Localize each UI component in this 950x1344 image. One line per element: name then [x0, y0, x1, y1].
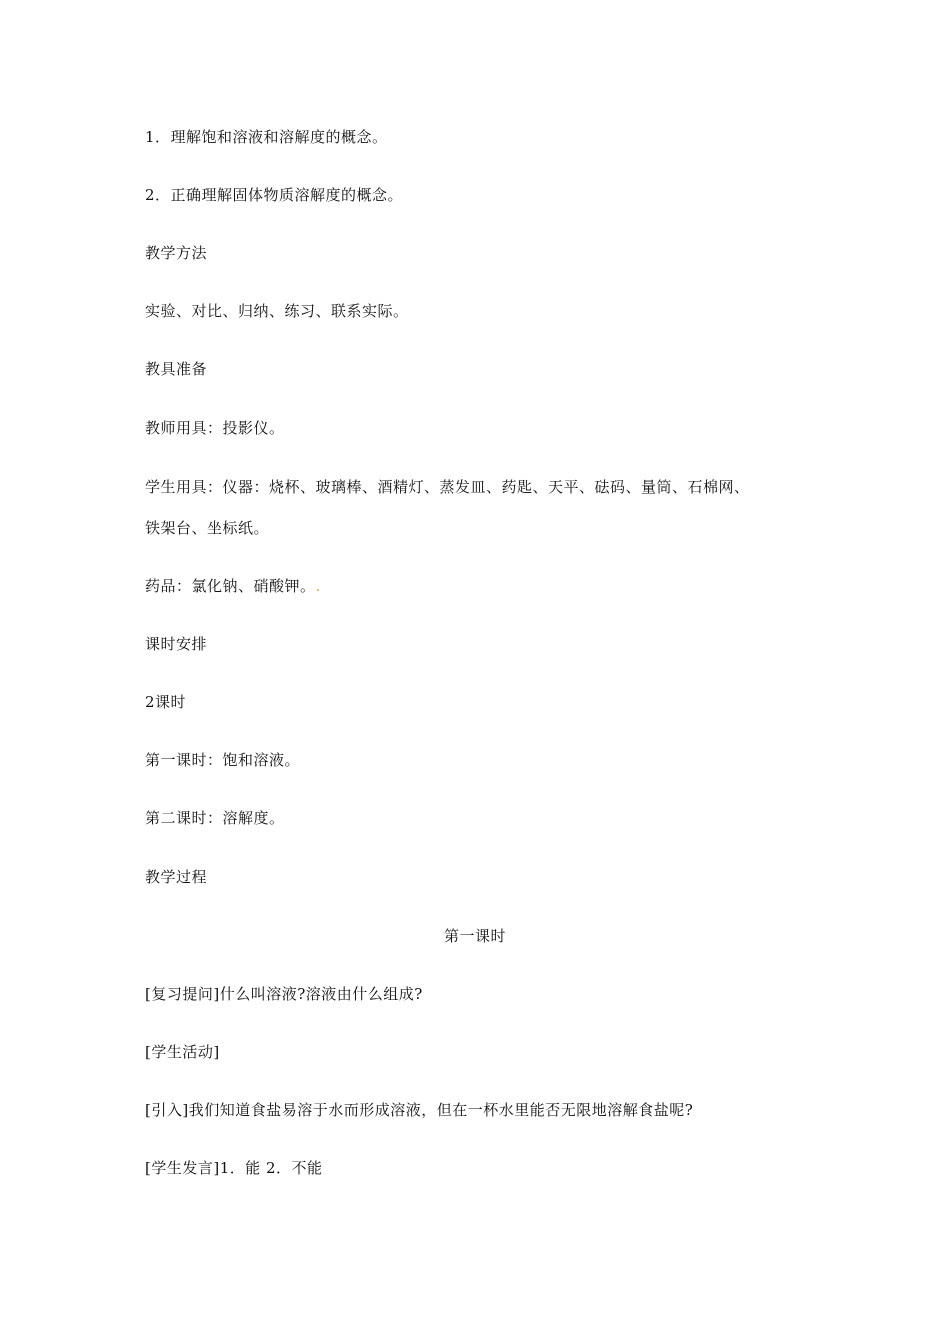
schedule-first: 第一课时：饱和溶液。 — [145, 751, 301, 769]
schedule-second: 第二课时：溶解度。 — [145, 809, 285, 827]
student-tools-line1: 学生用具：仪器：烧杯、玻璃棒、酒精灯、蒸发皿、药匙、天平、砝码、量筒、石棉网、 — [145, 478, 750, 496]
schedule-total: 2课时 — [145, 693, 187, 711]
lesson-title: 第一课时 — [443, 927, 506, 945]
teacher-tools: 教师用具：投影仪。 — [145, 419, 285, 437]
student-answer: [学生发言]1．能 2．不能 — [145, 1159, 323, 1177]
objective-2: 2．正确理解固体物质溶解度的概念。 — [145, 186, 404, 204]
student-tools-line2: 铁架台、坐标纸。 — [145, 519, 270, 537]
method-heading: 教学方法 — [145, 244, 208, 262]
intro-text: [引入]我们知道食盐易溶于水而形成溶液，但在一杯水里能否无限地溶解食盐呢? — [145, 1101, 694, 1119]
objective-1: 1．理解饱和溶液和溶解度的概念。 — [145, 128, 388, 146]
student-activity: [学生活动] — [145, 1043, 220, 1061]
drugs-mark: . — [315, 577, 321, 595]
drugs-text: 药品：氯化钠、硝酸钾。 — [145, 577, 316, 595]
drugs-line — [145, 576, 321, 596]
schedule-heading: 课时安排 — [145, 635, 208, 653]
tools-heading: 教具准备 — [145, 360, 208, 378]
review-question: [复习提问]什么叫溶液?溶液由什么组成? — [145, 985, 423, 1003]
method-text: 实验、对比、归纳、练习、联系实际。 — [145, 302, 409, 320]
process-heading: 教学过程 — [145, 868, 208, 886]
